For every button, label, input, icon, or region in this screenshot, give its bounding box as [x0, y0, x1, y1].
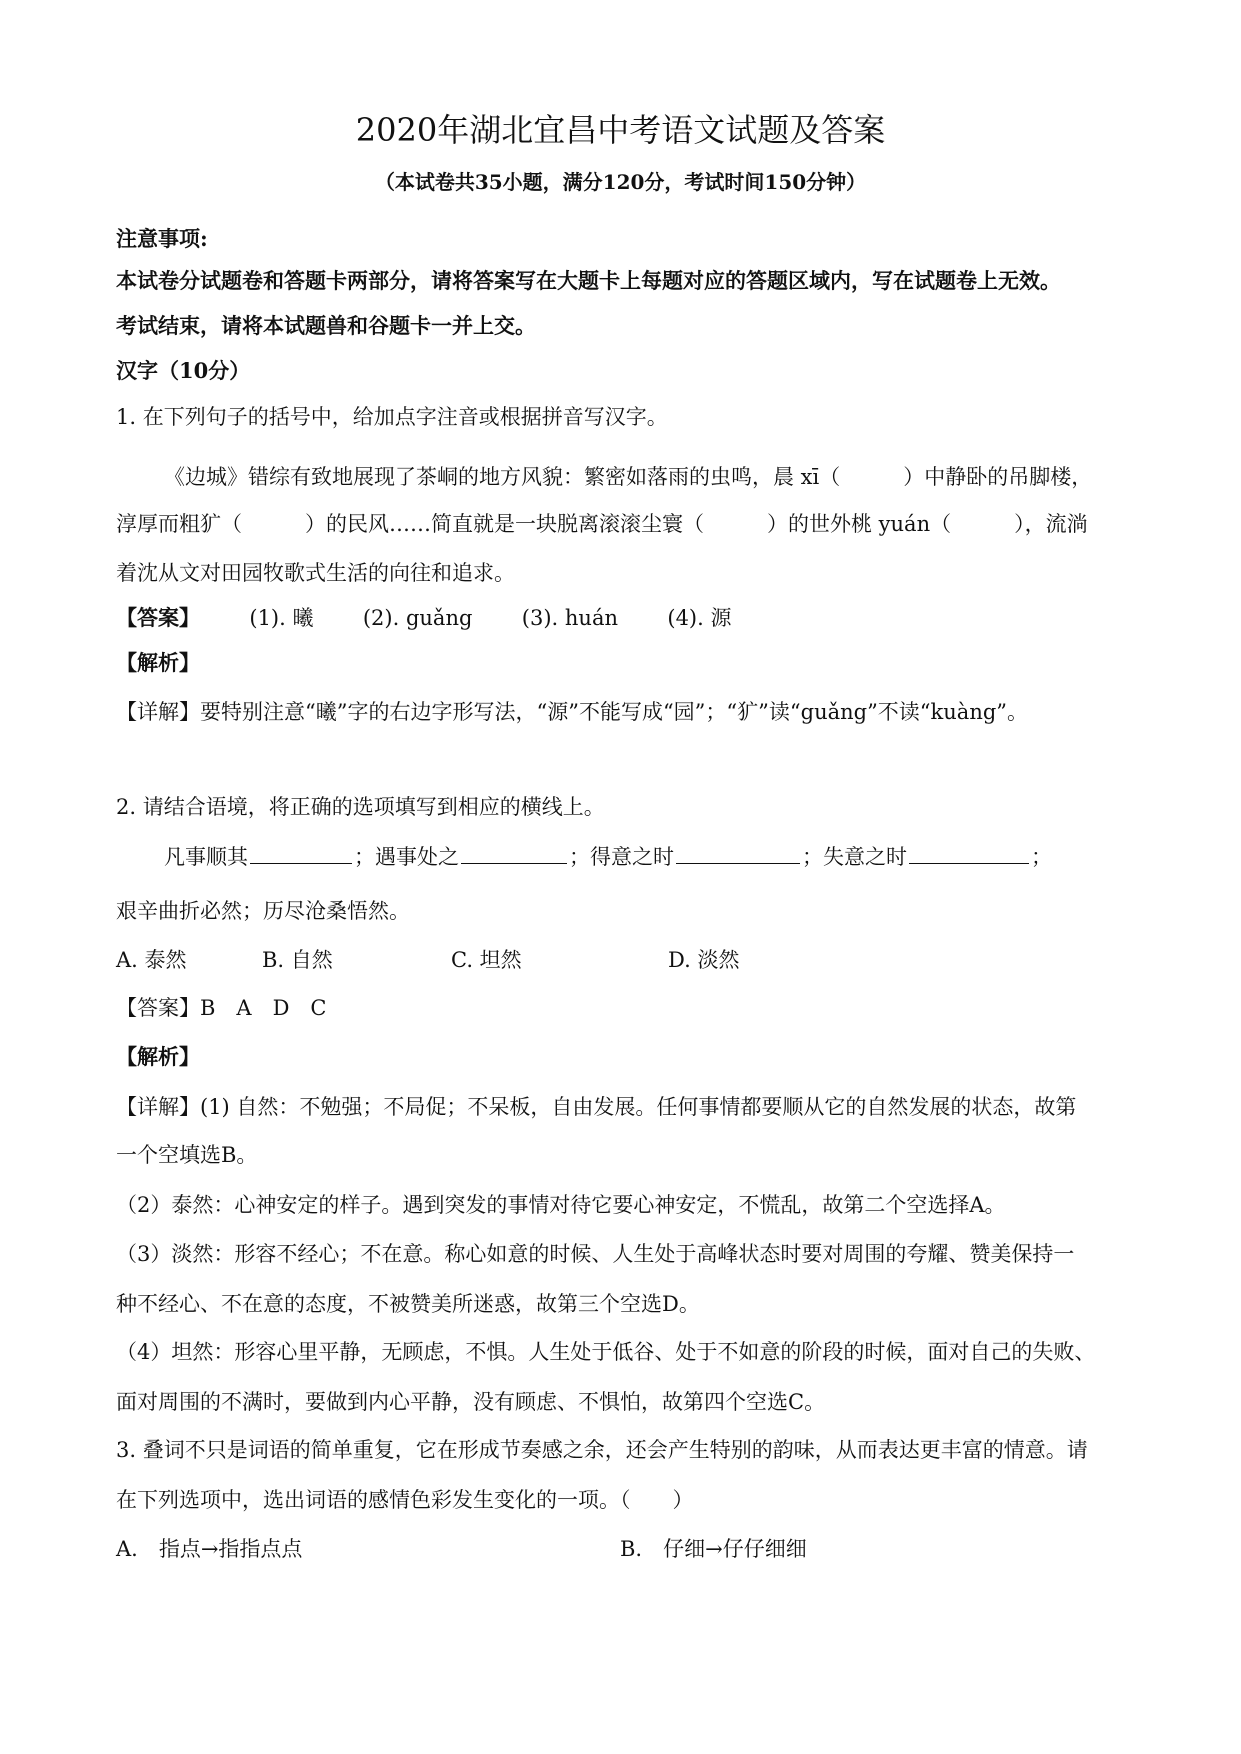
q2-stem: 2. 请结合语境，将正确的选项填写到相应的横线上。 [116, 795, 605, 819]
q1-passage-line-1: 《边城》错综有致地展现了茶峒的地方风貌：繁密如落雨的虫鸣，晨 xī（ ）中静卧的吊脚楼， [164, 465, 1093, 489]
q2-detail-1b: 一个空填选B。 [116, 1143, 258, 1167]
notice-line-1: 本试卷分试题卷和答题卡两部分，请将答案写在大题卡上每题对应的答题区域内，写在试题卷上无效。 [116, 268, 1061, 293]
notice-line-2: 考试结束，请将本试题兽和谷题卡一并上交。 [116, 313, 536, 338]
q3-stem-line-2: 在下列选项中，选出词语的感情色彩发生变化的一项。（ ） [116, 1488, 694, 1512]
page-subtitle: （本试卷共35小题，满分120分，考试时间150分钟） [374, 170, 867, 194]
q3-stem-line-1: 3. 叠词不只是词语的简单重复，它在形成节奏感之余，还会产生特别的韵味，从而表达更丰富的情意。请 [116, 1438, 1088, 1462]
q2-blank-4[interactable] [909, 845, 1029, 864]
q1-analysis-label: 【解析】 [116, 650, 200, 675]
q2-option-b: B. 自然 [262, 948, 333, 972]
q1-answer-3: (3). huán [521, 606, 618, 630]
q2-detail-3a: （3）淡然：形容不经心；不在意。称心如意的时候、人生处于高峰状态时要对周围的夸耀、赞美保持一 [116, 1242, 1075, 1266]
q2-analysis-label: 【解析】 [116, 1044, 200, 1069]
q1-detail: 【详解】要特别注意“曦”字的右边字形写法，“源”不能写成“园”；“犷”读“guǎng”不读“kuàng”。 [116, 700, 1029, 724]
q2-detail-2: （2）泰然：心神安定的样子。遇到突发的事情对待它要心神安定，不慌乱，故第二个空选择A。 [116, 1193, 1006, 1217]
q2-option-a: A. 泰然 [116, 948, 187, 972]
q2-blank-3-text: ；得意之时 [569, 845, 674, 869]
q1-answer-label: 【答案】 [116, 605, 200, 630]
q2-blank-2-text: ；遇事处之 [354, 845, 459, 869]
q2-blank-4-text: ；失意之时 [802, 845, 907, 869]
q1-answer-4: (4). 源 [667, 606, 732, 630]
section-heading-hanzi: 汉字（10分） [116, 358, 251, 383]
q2-blank-end: ； [1031, 845, 1052, 869]
q2-line-2: 艰辛曲折必然；历尽沧桑悟然。 [116, 899, 410, 923]
q2-detail-3b: 种不经心、不在意的态度，不被赞美所迷惑，故第三个空选D。 [116, 1292, 700, 1316]
page-title: 2020年湖北宜昌中考语文试题及答案 [355, 111, 886, 149]
q2-option-d: D. 淡然 [668, 948, 740, 972]
q1-answer-1: (1). 曦 [249, 606, 314, 630]
q1-answer-row [116, 606, 1126, 630]
q3-option-b: B. 仔细→仔仔细细 [620, 1537, 807, 1561]
notice-heading: 注意事项: [116, 226, 208, 251]
q2-blank-2[interactable] [461, 845, 567, 864]
q2-option-c: C. 坦然 [451, 948, 522, 972]
q1-stem: 1. 在下列句子的括号中，给加点字注音或根据拼音写汉字。 [116, 405, 668, 429]
q2-blank-3[interactable] [676, 845, 800, 864]
q1-passage-line-2: 淳厚而粗犷（ ）的民风……简直就是一块脱离滚滚尘寰（ ）的世外桃 yuán（ ），流淌 [116, 512, 1088, 536]
q2-answer: 【答案】B A D C [116, 996, 327, 1020]
q2-blanks-row [164, 845, 1126, 869]
q2-detail-4b: 面对周围的不满时，要做到内心平静，没有顾虑、不惧怕，故第四个空选C。 [116, 1390, 826, 1414]
q2-detail-1a: 【详解】(1) 自然：不勉强；不局促；不呆板，自由发展。任何事情都要顺从它的自然发展的状态，故第 [116, 1095, 1077, 1119]
q2-blank-1[interactable] [250, 845, 352, 864]
q3-option-a: A. 指点→指指点点 [116, 1537, 303, 1561]
q1-answer-2: (2). guǎng [362, 606, 473, 630]
q2-blank-1-text: 凡事顺其 [164, 845, 248, 869]
q2-detail-4a: （4）坦然：形容心里平静，无顾虑，不惧。人生处于低谷、处于不如意的阶段的时候，面对自己的失败、 [116, 1340, 1096, 1364]
q1-passage-line-3: 着沈从文对田园牧歌式生活的向往和追求。 [116, 561, 515, 585]
